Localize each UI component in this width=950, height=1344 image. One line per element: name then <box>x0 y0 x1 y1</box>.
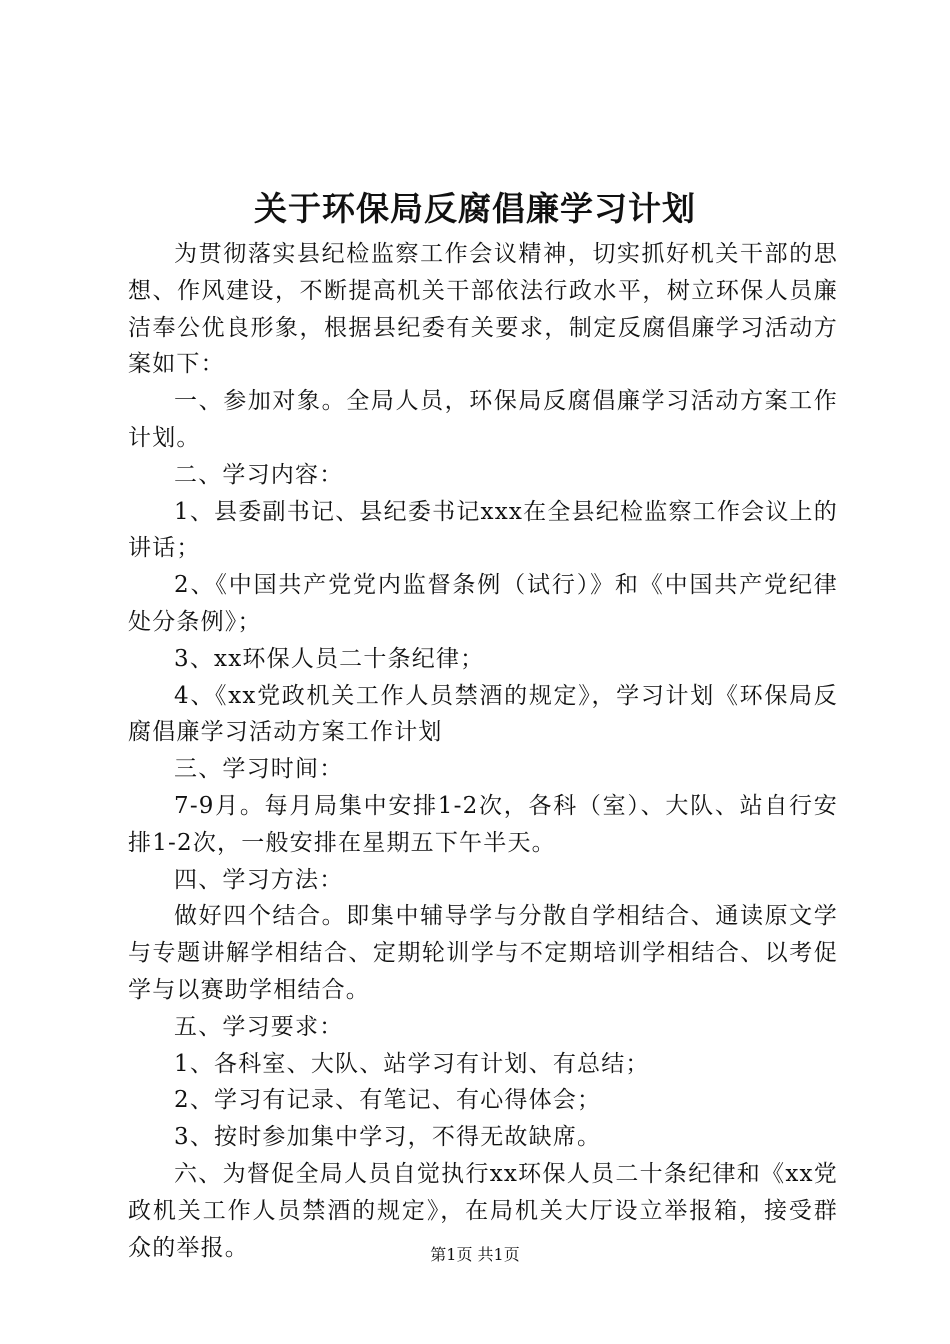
section-participants: 一、参加对象。全局人员，环保局反腐倡廉学习活动方案工作计划。 <box>128 388 838 451</box>
section-report-box: 六、为督促全局人员自觉执行xx环保人员二十条纪律和《xx党政机关工作人员禁酒的规定》，在局机关大厅设立举报箱，接受群众的举报。 <box>128 1160 838 1261</box>
content-item-4: 4、《xx党政机关工作人员禁酒的规定》，学习计划《环保局反腐倡廉学习活动方案工作计划 <box>128 682 838 746</box>
document-body <box>128 236 838 1266</box>
page-footer: 第1页 共1页 <box>430 1245 520 1264</box>
intro-paragraph: 为贯彻落实县纪检监察工作会议精神，切实抓好机关干部的思想、作风建设，不断提高机关干部依法行政水平，树立环保人员廉洁奉公优良形象，根据县纪委有关要求，制定反腐倡廉学习活动方案如下： <box>128 241 838 378</box>
requirement-item-1: 1、各科室、大队、站学习有计划、有总结； <box>174 1050 650 1077</box>
section-heading-content: 二、学习内容： <box>174 461 344 488</box>
content-item-1: 1、县委副书记、县纪委书记xxx在全县纪检监察工作会议上的讲话； <box>128 498 838 562</box>
method-paragraph: 做好四个结合。即集中辅导学与分散自学相结合、通读原文学与专题讲解学相结合、定期轮训学与不定期培训学相结合、以考促学与以赛助学相结合。 <box>128 903 838 1003</box>
requirement-item-2: 2、学习有记录、有笔记、有心得体会； <box>174 1087 602 1114</box>
section-heading-method: 四、学习方法： <box>174 866 344 893</box>
requirement-item-3: 3、按时参加集中学习，不得无故缺席。 <box>174 1124 602 1151</box>
section-heading-time: 三、学习时间： <box>174 756 344 783</box>
content-item-3: 3、xx环保人员二十条纪律； <box>174 645 485 672</box>
page-title: 关于环保局反腐倡廉学习计划 <box>254 189 696 228</box>
content-item-2: 2、《中国共产党党内监督条例（试行）》和《中国共产党纪律处分条例》； <box>128 572 838 635</box>
section-heading-requirements: 五、学习要求： <box>174 1013 344 1040</box>
time-paragraph: 7-9月。每月局集中安排1-2次，各科（室）、大队、站自行安排1-2次，一般安排在星期五下午半天。 <box>128 792 838 856</box>
